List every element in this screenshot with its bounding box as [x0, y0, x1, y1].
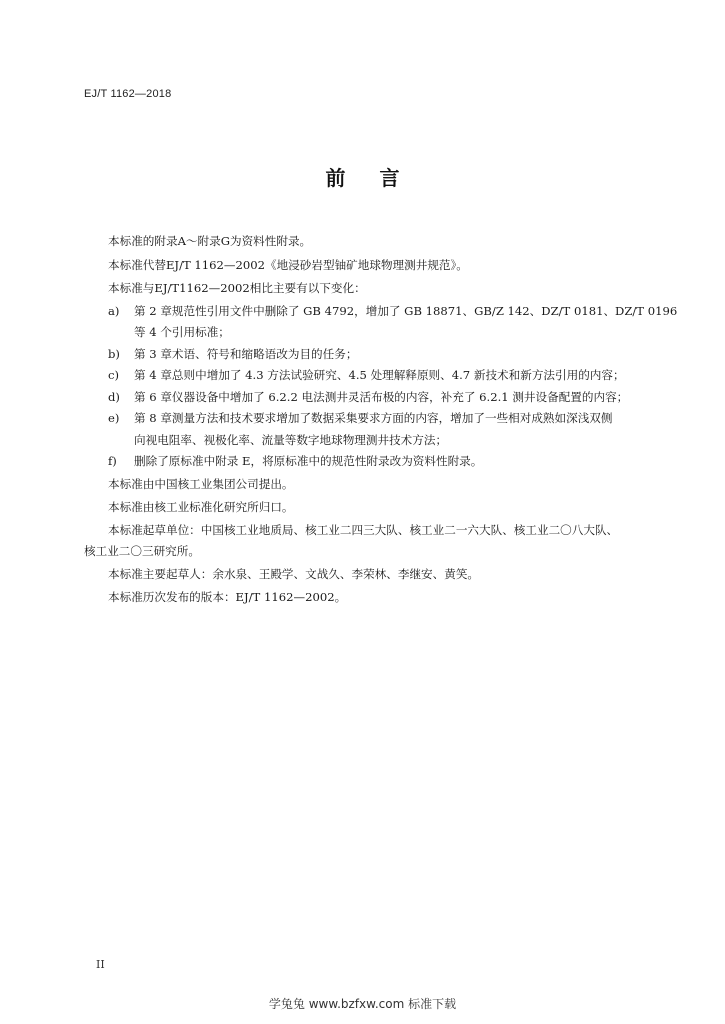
drafting-units-line2: 核工业二〇三研究所。: [84, 544, 200, 558]
intro-replaces: 本标准代替EJ/T 1162—2002《地浸砂岩型铀矿地球物理测井规范》。: [108, 257, 468, 272]
change-item-b: [84, 344, 659, 366]
intro-appendix: 本标准的附录A～附录G为资料性附录。: [108, 234, 312, 248]
item-marker: d): [108, 389, 120, 404]
drafting-units-line1: 本标准起草单位：中国核工业地质局、核工业二四三大队、核工业二一六大队、核工业二〇八大队、: [108, 522, 619, 537]
item-text: 第 4 章总则中增加了 4.3 方法试验研究、4.5 处理解释原则、4.7 新技术和新方法引用的内容；: [134, 368, 625, 382]
intro-changes: 本标准与EJ/T1162—2002相比主要有以下变化：: [108, 281, 366, 295]
title-char-2: 言: [379, 166, 400, 190]
item-marker: c): [108, 368, 120, 382]
page-number: II: [96, 958, 105, 971]
change-item-a: [84, 301, 678, 344]
item-marker: a): [108, 303, 120, 318]
title-char-1: 前: [325, 166, 346, 190]
document-code: EJ/T 1162—2018: [84, 88, 172, 100]
item-text: 第 2 章规范性引用文件中删除了 GB 4792，增加了 GB 18871、GB/Z 142、DZ/T 0181、DZ/T 0196: [134, 303, 678, 318]
watermark-text: 学兔兔 www.bzfxw.com 标准下载: [268, 997, 457, 1011]
item-marker: b): [108, 346, 120, 361]
item-text: 删除了原标准中附录 E，将原标准中的规范性附录改为资料性附录。: [134, 454, 483, 468]
item-text-continued: 等 4 个引用标准；: [134, 325, 230, 339]
preface-body: [84, 230, 678, 610]
proposer-statement: 本标准由中国核工业集团公司提出。: [108, 476, 294, 491]
item-text: 第 3 章术语、符号和缩略语改为目的任务；: [134, 346, 358, 361]
history-statement: 本标准历次发布的版本：EJ/T 1162—2002。: [108, 590, 347, 604]
item-marker: e): [108, 411, 120, 425]
item-text-continued: 向视电阻率、视极化率、流量等数字地球物理测井技术方法；: [134, 432, 448, 447]
drafting-units: [84, 520, 659, 563]
item-text: 第 6 章仪器设备中增加了 6.2.2 电法测井灵活布极的内容，补充了 6.2.1 测井设备配置的内容；: [134, 389, 629, 404]
change-item-d: [84, 387, 659, 409]
change-item-e: [84, 408, 659, 451]
page-title: [0, 162, 725, 191]
item-marker: f): [108, 454, 117, 468]
change-item-c: [84, 365, 659, 387]
item-text: 第 8 章测量方法和技术要求增加了数据采集要求方面的内容，增加了一些相对成熟如深浅双侧: [134, 411, 613, 425]
change-item-f: [84, 451, 659, 473]
drafters-statement: 本标准主要起草人：余水泉、王殿学、文战久、李荣林、李继安、黄笑。: [108, 566, 480, 581]
admin-statement: 本标准由核工业标准化研究所归口。: [108, 500, 294, 514]
